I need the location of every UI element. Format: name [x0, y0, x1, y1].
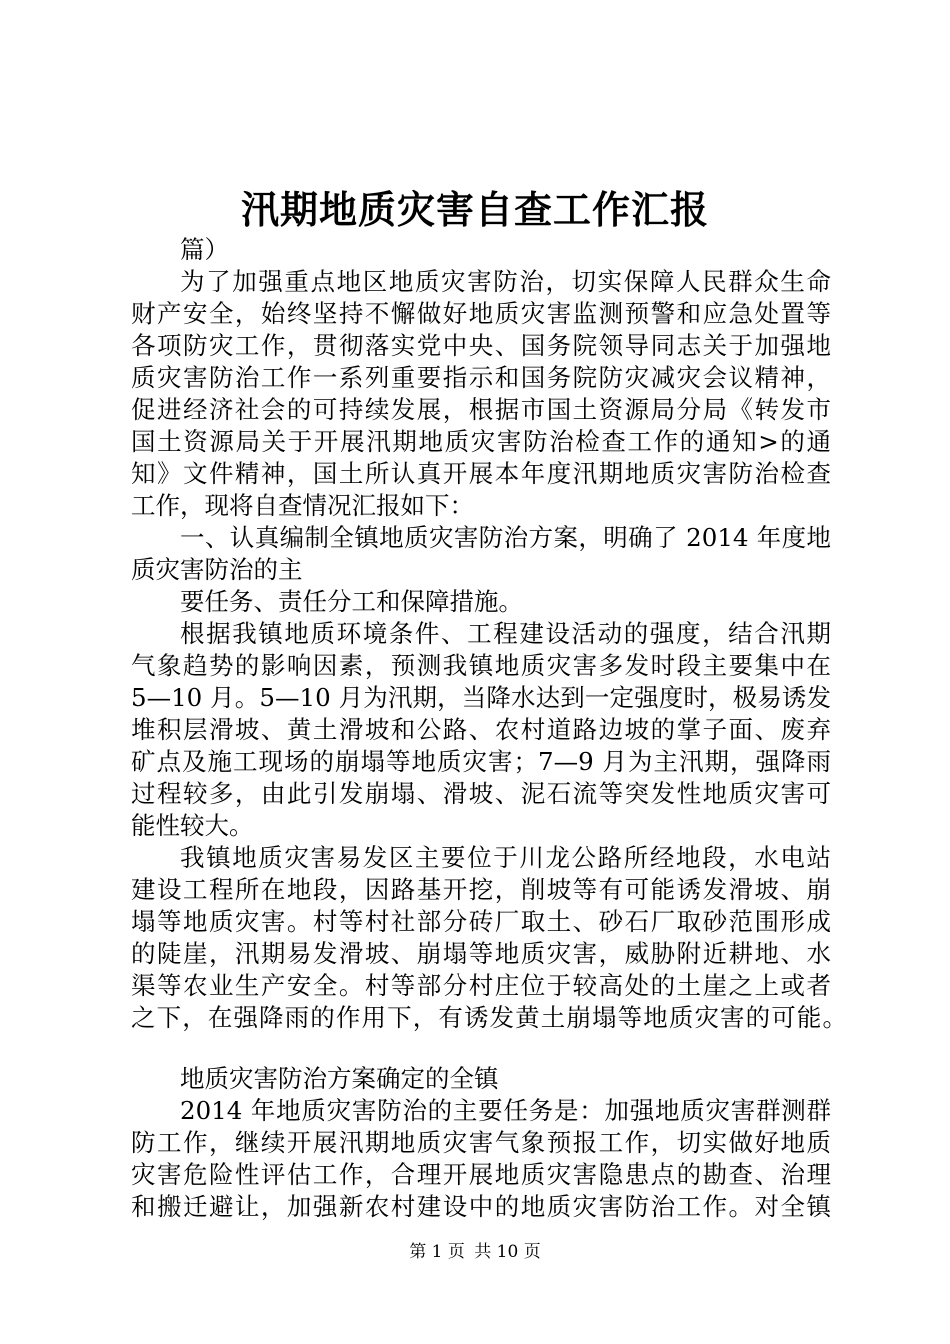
text-line: 质灾害防治工作一系列重要指示和国务院防灾减灾会议精神， [131, 363, 831, 392]
text-line: 篇） [180, 235, 229, 264]
text-line: 能性较大。 [131, 811, 254, 840]
page-footer [0, 1240, 950, 1264]
page-number: 第 1 页 [409, 1242, 465, 1262]
text-line: 5—10 月。5—10 月为汛期，当降水达到一定强度时，极易诱发 [131, 683, 831, 712]
text-line: 气象趋势的影响因素，预测我镇地质灾害多发时段主要集中在 [131, 651, 831, 680]
text-line: 过程较多，由此引发崩塌、滑坡、泥石流等突发性地质灾害可 [131, 779, 831, 808]
text-line: 堆积层滑坡、黄土滑坡和公路、农村道路边坡的掌子面、废弃 [131, 715, 831, 744]
text-line: 防工作，继续开展汛期地质灾害气象预报工作，切实做好地质 [131, 1128, 831, 1157]
text-line: 我镇地质灾害易发区主要位于川龙公路所经地段，水电站 [180, 843, 831, 872]
page-total: 共 10 页 [474, 1242, 541, 1262]
text-line: 一、认真编制全镇地质灾害防治方案，明确了 2014 年度地 [180, 523, 831, 552]
text-line: 矿点及施工现场的崩塌等地质灾害；7—9 月为主汛期，强降雨 [131, 747, 831, 776]
document-title: 汛期地质灾害自查工作汇报 [240, 187, 709, 232]
text-line: 根据我镇地质环境条件、工程建设活动的强度，结合汛期 [180, 619, 831, 648]
text-line: 之下，在强降雨的作用下，有诱发黄土崩塌等地质灾害的可能。 [131, 1003, 847, 1032]
text-line: 为了加强重点地区地质灾害防治，切实保障人民群众生命 [180, 267, 831, 296]
text-line: 塌等地质灾害。村等村社部分砖厂取土、砂石厂取砂范围形成 [131, 907, 831, 936]
text-line: 渠等农业生产安全。村等部分村庄位于较高处的土崖之上或者 [131, 971, 831, 1000]
text-line: 和搬迁避让，加强新农村建设中的地质灾害防治工作。对全镇 [131, 1192, 831, 1221]
text-line: 的陡崖，汛期易发滑坡、崩塌等地质灾害，威胁附近耕地、水 [131, 939, 831, 968]
text-line: 灾害危险性评估工作，合理开展地质灾害隐患点的勘查、治理 [131, 1160, 831, 1189]
text-line: 财产安全，始终坚持不懈做好地质灾害监测预警和应急处置等 [131, 299, 831, 328]
text-line: 国土资源局关于开展汛期地质灾害防治检查工作的通知>的通 [131, 427, 831, 456]
text-line: 工作，现将自查情况汇报如下： [131, 491, 474, 520]
text-line: 质灾害防治的主 [131, 555, 303, 584]
text-line: 建设工程所在地段，因路基开挖，削坡等有可能诱发滑坡、崩 [131, 875, 831, 904]
text-line: 2014 年地质灾害防治的主要任务是：加强地质灾害群测群 [180, 1096, 831, 1125]
text-line: 要任务、责任分工和保障措施。 [180, 587, 523, 616]
text-line: 各项防灾工作，贯彻落实党中央、国务院领导同志关于加强地 [131, 331, 831, 360]
text-line: 促进经济社会的可持续发展，根据市国土资源局分局《转发市 [131, 395, 831, 424]
text-line: 知》文件精神，国土所认真开展本年度汛期地质灾害防治检查 [131, 459, 831, 488]
text-line: 地质灾害防治方案确定的全镇 [180, 1064, 499, 1093]
